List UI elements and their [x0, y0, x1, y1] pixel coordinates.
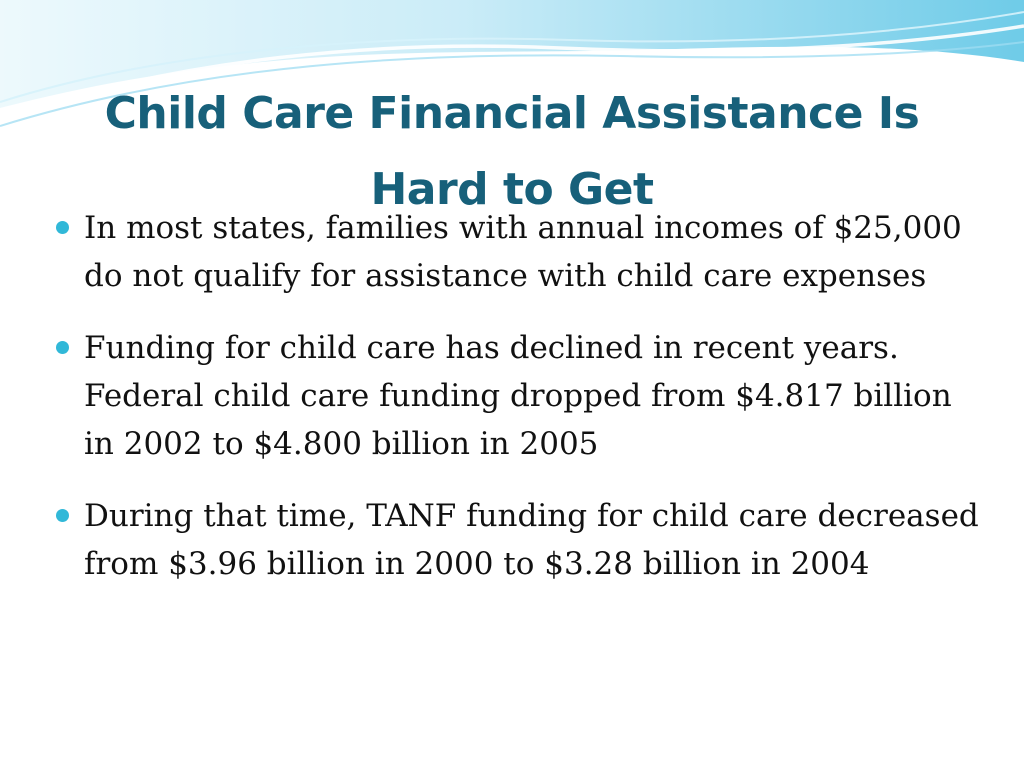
bullet-item: [54, 492, 984, 588]
bullet-text: Funding for child care has declined in recent years. Federal child care funding dropped from $4.817 billion in 2002 to $4.800 billion in 2005: [84, 330, 952, 462]
bullet-item: [54, 204, 984, 300]
bullet-text: In most states, families with annual incomes of $25,000 do not qualify for assistance with child care expenses: [84, 210, 962, 294]
bullet-item: [54, 324, 984, 468]
slide-title-line: Hard to Get: [370, 164, 654, 215]
bullet-text: During that time, TANF funding for child care decreased from $3.96 billion in 2000 to $3.28 billion in 2004: [84, 498, 979, 582]
bullet-icon: [56, 341, 69, 354]
slide-title-line: Child Care Financial Assistance Is: [104, 88, 920, 139]
bullet-icon: [56, 221, 69, 234]
bullet-icon: [56, 509, 69, 522]
bullet-list: [54, 204, 984, 612]
